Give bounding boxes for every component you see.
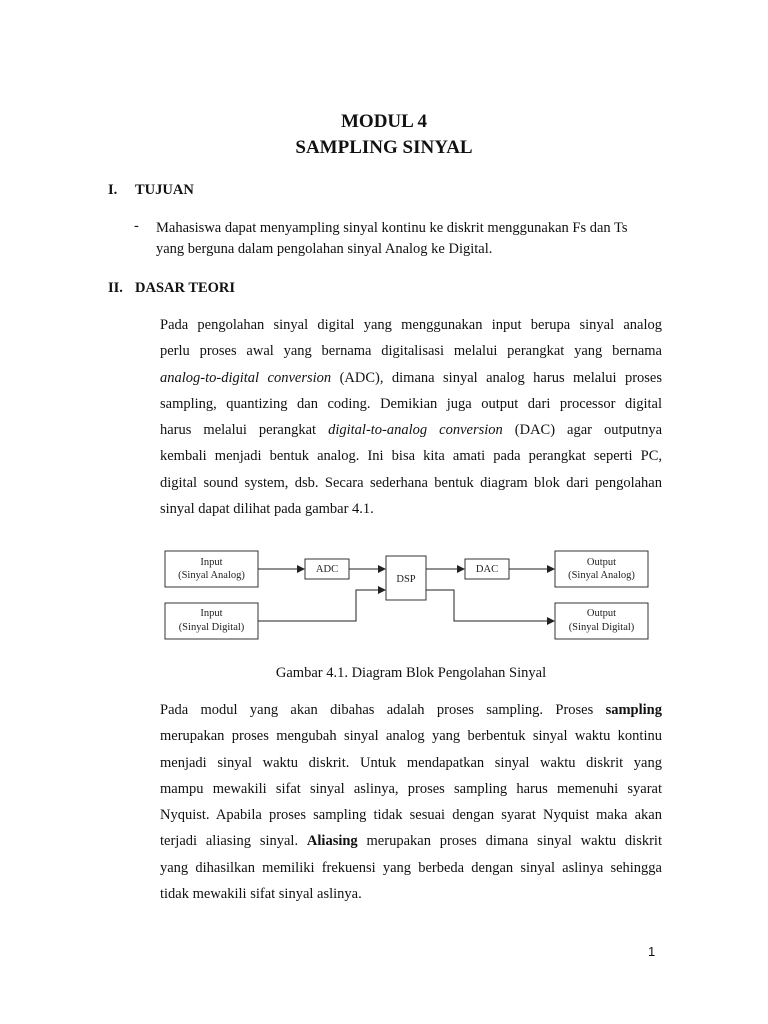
para2-line: merupakan proses mengubah sinyal analog yang berbentuk sinyal waktu kontinu	[160, 728, 662, 745]
dac-term: digital-to-analog conversion	[328, 422, 503, 439]
para1-line: Pada pengolahan sinyal digital yang menggunakan input berupa sinyal analog	[160, 317, 662, 333]
output-analog-sublabel: (Sinyal Analog)	[568, 570, 635, 581]
sampling-term: sampling	[605, 702, 662, 718]
objective-line-1: Mahasiswa dapat menyampling sinyal kontinu ke diskrit menggunakan Fs dan Ts	[156, 220, 628, 236]
output-digital-label: Output	[586, 608, 617, 619]
para1-line-text: (DAC) agar outputnya	[502, 422, 663, 439]
section-1-number: I.	[108, 182, 118, 198]
document-title: MODUL 4	[340, 111, 428, 132]
para2-line: yang dihasilkan memiliki frekuensi yang berbeda dengan sinyal aslinya sehingga	[160, 859, 662, 876]
section-2-title: DASAR TEORI	[135, 280, 236, 296]
para1-line: kembali menjadi bentuk analog. Ini bisa kita amati pada perangkat seperti PC,	[160, 448, 662, 465]
para2-line: menjadi sinyal waktu diskrit. Untuk mendapatkan sinyal waktu diskrit yang	[160, 754, 662, 771]
adc-label: ADC	[315, 564, 339, 575]
para2-line-text: terjadi aliasing sinyal.	[160, 833, 307, 850]
para1-line: digital sound system, dsb. Secara sederhana bentuk diagram blok dari pengolahan	[160, 474, 662, 491]
output-analog-label: Output	[586, 557, 617, 568]
para1-line: sinyal dapat dilihat pada gambar 4.1.	[160, 501, 374, 518]
dac-label: DAC	[475, 564, 499, 575]
input-analog-label: Input	[200, 557, 223, 568]
arrow-dsp-to-output-digital	[426, 590, 554, 621]
document-subtitle: SAMPLING SINYAL	[295, 137, 473, 158]
para1-line-text: (ADC), dimana sinyal analog harus melalui proses	[331, 369, 662, 386]
theory-paragraph-2	[160, 697, 662, 907]
para2-line: tidak mewakili sifat sinyal aslinya.	[160, 886, 362, 903]
dsp-label: DSP	[396, 574, 416, 585]
para2-line	[160, 697, 662, 723]
input-digital-label: Input	[200, 608, 223, 619]
output-digital-sublabel: (Sinyal Digital)	[568, 622, 635, 633]
arrow-input-digital-to-dsp	[258, 590, 385, 621]
para1-line: sampling, quantizing dan coding. Demikian juga output dari processor digital	[160, 395, 662, 412]
section-2-number: II.	[108, 280, 123, 296]
para1-line-text: harus melalui perangkat	[160, 422, 329, 439]
adc-term: analog-to-digital conversion	[160, 369, 332, 386]
objective-line-2: yang berguna dalam pengolahan sinyal Analog ke Digital.	[156, 241, 493, 257]
para2-line-text: Pada modul yang akan dibahas adalah proses sampling. Proses	[160, 702, 606, 718]
para2-line	[160, 828, 662, 854]
para2-line: Nyquist. Apabila proses sampling tidak sesuai dengan syarat Nyquist maka akan	[160, 807, 662, 824]
input-digital-sublabel: (Sinyal Digital)	[178, 622, 245, 633]
para2-line: mampu mewakili sifat sinyal aslinya, proses sampling harus memenuhi syarat	[160, 780, 662, 797]
aliasing-term: Aliasing	[306, 833, 358, 850]
figure-caption: Gambar 4.1. Diagram Blok Pengolahan Sinyal	[275, 665, 547, 681]
para2-line-text: merupakan proses dimana sinyal waktu diskrit	[357, 833, 662, 850]
bullet-marker: -	[134, 218, 139, 234]
section-1-title: TUJUAN	[135, 182, 194, 198]
input-analog-sublabel: (Sinyal Analog)	[178, 570, 245, 581]
para1-line: perlu proses awal yang bernama digitalisasi melalui perangkat yang bernama	[160, 343, 662, 360]
page-number: 1	[648, 944, 656, 959]
